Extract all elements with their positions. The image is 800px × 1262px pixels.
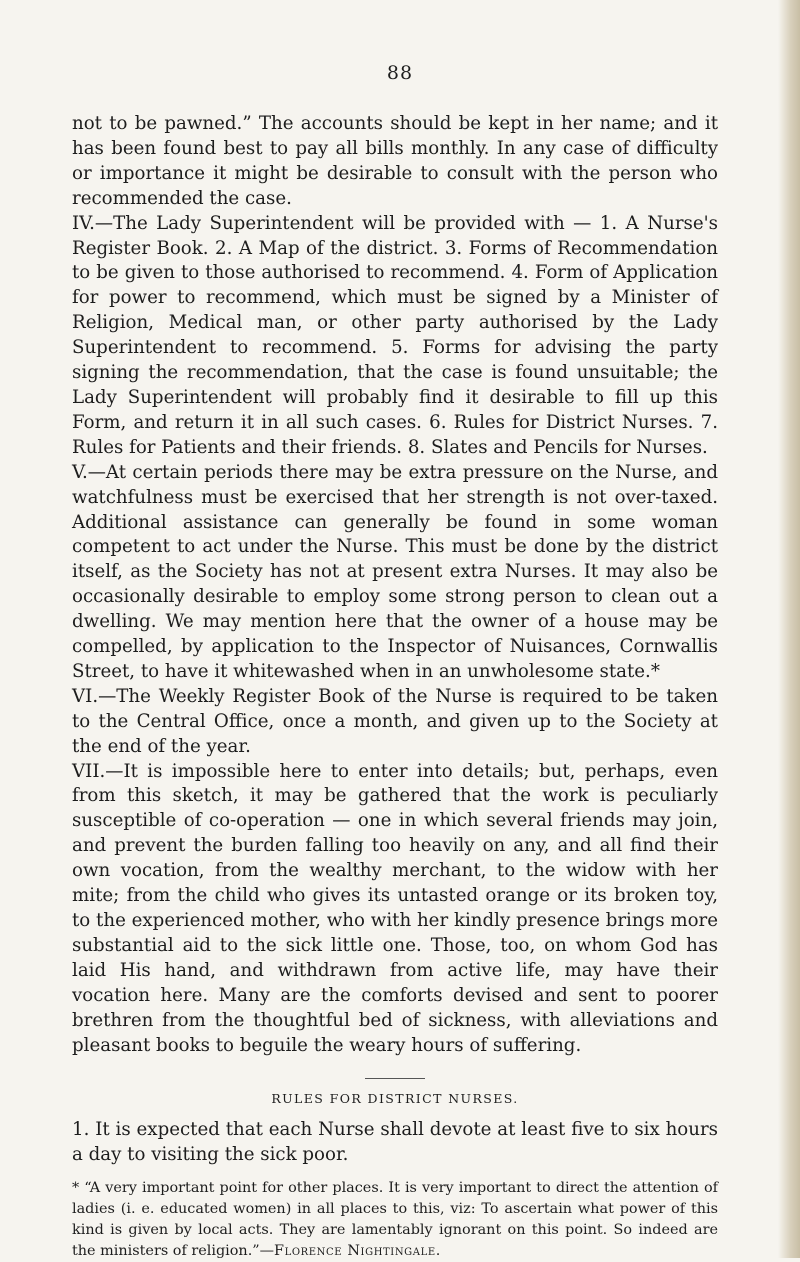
paragraph-vi: VI.—The Weekly Register Book of the Nurse is required to be taken to the Central Office, once a month, and given up to the Society at the end of the year.	[72, 685, 718, 757]
footnote-attribution: Florence Nightingale.	[274, 1243, 441, 1260]
heading-rule	[365, 1078, 425, 1079]
page-edge-shadow	[778, 0, 800, 1258]
rules-heading	[72, 1078, 718, 1112]
page-body	[72, 112, 718, 1262]
page-number: 88	[386, 62, 414, 84]
footnote-text: * “A very important point for other places. It is very important to direct the attention of ladies (i. e. educated women) in all places to this, viz: To ascertain what power of this kind is given by local acts. They are lamentably ignorant on this point. So indeed are the ministers of religion.”—	[72, 1180, 718, 1260]
paragraph-continuation: not to be pawned.” The accounts should be kept in her name; and it has been found best to pay all bills monthly. In any case of difficulty or importance it might be desirable to consult with the person who recommended the case.	[72, 113, 718, 209]
paragraph-iv: IV.—The Lady Superintendent will be provided with — 1. A Nurse's Register Book. 2. A Map of the district. 3. Forms of Recommendation to be given to those authorised to recommend. 4. Form of Application for power to recommend, which must be signed by a Minister of Religion, Medical man, or other party authorised by the Lady Superintendent to recommend. 5. Forms for advising the party signing the recommendation, that the case is found unsuitable; the Lady Superintendent will probably find it desirable to fill up this Form, and return it in all such cases. 6. Rules for District Nurses. 7. Rules for Patients and their friends. 8. Slates and Pencils for Nurses.	[72, 212, 718, 458]
rules-heading-text: RULES FOR DISTRICT NURSES.	[271, 1091, 519, 1107]
footnote	[72, 1178, 718, 1262]
rule-1: 1. It is expected that each Nurse shall devote at least five to six hours a day to visiting the sick poor.	[72, 1119, 718, 1166]
paragraph-vii: VII.—It is impossible here to enter into details; but, perhaps, even from this sketch, it may be gathered that the work is peculiarly susceptible of co-operation — one in which several friends may join, and prevent the burden falling too heavily on any, and all find their own vocation, from the wealthy merchant, to the widow with her mite; from the child who gives its untasted orange or its broken toy, to the experienced mother, who with her kindly presence brings more substantial aid to the sick little one. Those, too, on whom God has laid His hand, and withdrawn from active life, may have their vocation here. Many are the comforts devised and sent to poorer brethren from the thoughtful bed of sickness, with alleviations and pleasant books to beguile the weary hours of suffering.	[72, 760, 718, 1056]
paragraph-v: V.—At certain periods there may be extra pressure on the Nurse, and watchfulness must be exercised that her strength is not over-taxed. Additional assistance can generally be found in some woman competent to act under the Nurse. This must be done by the district itself, as the Society has not at present extra Nurses. It may also be occasionally desirable to employ some strong person to clean out a dwelling. We may mention here that the owner of a house may be compelled, by application to the Inspector of Nuisances, Cornwallis Street, to have it whitewashed when in an unwholesome state.*	[72, 461, 718, 682]
